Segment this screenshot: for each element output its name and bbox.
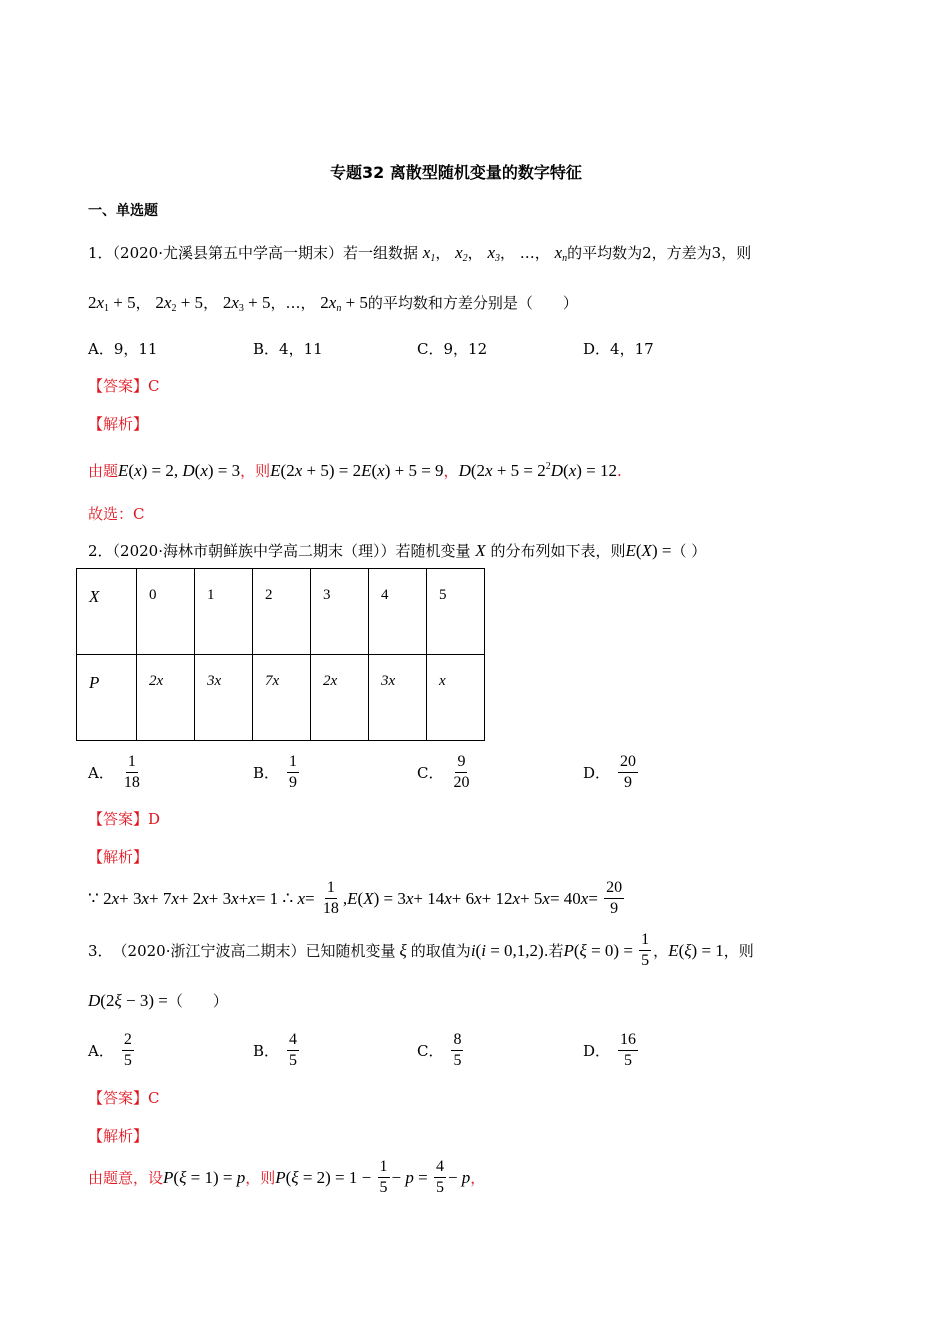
q1-stem-text-b: 的平均数为2，方差为3，则: [567, 244, 752, 262]
table-cell: 2x: [311, 655, 369, 741]
q2-number: 2．: [88, 542, 113, 560]
table-cell: X: [77, 569, 137, 655]
table-cell: 2x: [137, 655, 195, 741]
q3-option-b[interactable]: B． $\frac{4}{5}$: [253, 1031, 298, 1069]
q1-conclusion: 故选：C: [88, 505, 145, 523]
q1-var-3: $x_3$: [487, 243, 500, 264]
q1-option-b[interactable]: B．4，11: [253, 340, 323, 358]
table-row: [77, 569, 485, 655]
table-cell: 1: [195, 569, 253, 655]
q3-analysis-label: 【解析】: [88, 1127, 149, 1145]
q1-option-d[interactable]: D．4，17: [583, 340, 654, 358]
q2-solution: ∵ 2 x + 3 x + 7 x + 2 x + 3 x + x = 1 ∴ x = $\frac{1}{18}$ , E ( X ) = 3 x + 14 x + 6 x + 12 x + 5 x = 40 x = $\frac{20}{9}$: [88, 879, 623, 917]
distribution-table: [76, 568, 485, 741]
q2-stem: [88, 541, 706, 561]
q3-option-c[interactable]: C． $\frac{8}{5}$: [417, 1031, 462, 1069]
table-cell: 3x: [195, 655, 253, 741]
q1-solution: 由题E(x) = 2, D(x) = 3，则E(2x + 5) = 2E(x) + 5 = 9，$D(2x + 5 = 2^2D(x) = 12$.: [88, 461, 622, 480]
table-cell: P: [77, 655, 137, 741]
q1-stem-line2: $2x_1 + 5$， $2x_2 + 5$， $2x_3 + 5$，…， $2x_n + 5$的平均数和方差分别是（ ）: [88, 293, 578, 314]
q2-var: X: [475, 541, 486, 560]
q3-stem: 3． （2020·浙江宁波高二期末） 已知随机变量 ξ 的取值为 i(i = 0,1,2) .若 P(ξ = 0) = $\frac{1}{5}$ ， E(ξ) = 1 ，则: [88, 931, 754, 969]
q1-var-2: $x_2$: [455, 243, 468, 264]
q3-stem-line2: D(2ξ − 3) =（ ）: [88, 991, 228, 1010]
q1-answer: 【答案】C: [88, 377, 160, 395]
q1-option-c[interactable]: C．9，12: [417, 340, 488, 358]
table-cell: 3x: [369, 655, 427, 741]
q1-expr-3: $2x_3 + 5$: [222, 293, 271, 314]
table-cell: 5: [427, 569, 485, 655]
q1-var-1: $x_1$: [422, 243, 436, 264]
q2-stem-text-b: 的分布列如下表，则: [490, 542, 626, 560]
q2-source: （2020·海林市朝鲜族中学高二期末（理））: [112, 542, 396, 560]
page-title: 专题32 离散型随机变量的数字特征: [330, 163, 582, 182]
section-heading: 一、单选题: [88, 203, 158, 219]
table-cell: 3: [311, 569, 369, 655]
table-cell: 2: [253, 569, 311, 655]
q2-expectation: E(X) =: [625, 541, 672, 560]
q2-option-a[interactable]: A． $\frac{1}{18}$: [88, 753, 140, 791]
q3-source: （2020·浙江宁波高二期末）: [112, 941, 306, 960]
table-cell: x: [427, 655, 485, 741]
q1-ellipsis: …，: [519, 244, 550, 262]
q3-solution: 由题意，设 P(ξ = 1) = p ，则 P(ξ = 2) = 1 − $\frac{1}{5}$ − p = $\frac{4}{5}$ − p ，: [88, 1158, 486, 1196]
table-cell: 4: [369, 569, 427, 655]
q1-stem: 1．（2020·尤溪县第五中学高一期末）若一组数据 $x_1$， $x_2$， $x_3$， …， $x_n$的平均数为2，方差为3，则: [88, 243, 752, 264]
q3-number: 3．: [88, 941, 113, 960]
q2-option-c[interactable]: C． $\frac{9}{20}$: [417, 753, 470, 791]
q1-source: （2020·尤溪县第五中学高一期末）: [112, 244, 343, 262]
q1-stem-line2-end: 的平均数和方差分别是（ ）: [367, 294, 578, 312]
q2-stem-end: （ ）: [671, 542, 707, 560]
q2-option-b[interactable]: B． $\frac{1}{9}$: [253, 753, 298, 791]
q1-expr-1: $2x_1 + 5$: [88, 293, 136, 314]
q3-answer: 【答案】C: [88, 1089, 160, 1107]
q2-option-d[interactable]: D． $\frac{20}{9}$: [583, 753, 637, 791]
q1-var-n: $x_n$: [554, 243, 568, 264]
q1-expr-2: $2x_2 + 5$: [155, 293, 204, 314]
q1-option-a[interactable]: A．9，11: [88, 340, 158, 358]
table-cell: 0: [137, 569, 195, 655]
table-row: [77, 655, 485, 741]
q2-analysis-label: 【解析】: [88, 848, 149, 866]
q2-answer: 【答案】D: [88, 810, 161, 828]
q1-stem-text: 若一组数据: [343, 244, 419, 262]
q2-stem-text: 若随机变量: [395, 542, 471, 560]
q1-expr-n: $2x_n + 5$: [320, 293, 368, 314]
q1-analysis-label: 【解析】: [88, 415, 149, 433]
q3-option-a[interactable]: A． $\frac{2}{5}$: [88, 1031, 132, 1069]
table-cell: 7x: [253, 655, 311, 741]
q3-option-d[interactable]: D． $\frac{16}{5}$: [583, 1031, 637, 1069]
q1-number: 1．: [88, 244, 113, 262]
q3-stem-text: 已知随机变量: [305, 941, 396, 960]
